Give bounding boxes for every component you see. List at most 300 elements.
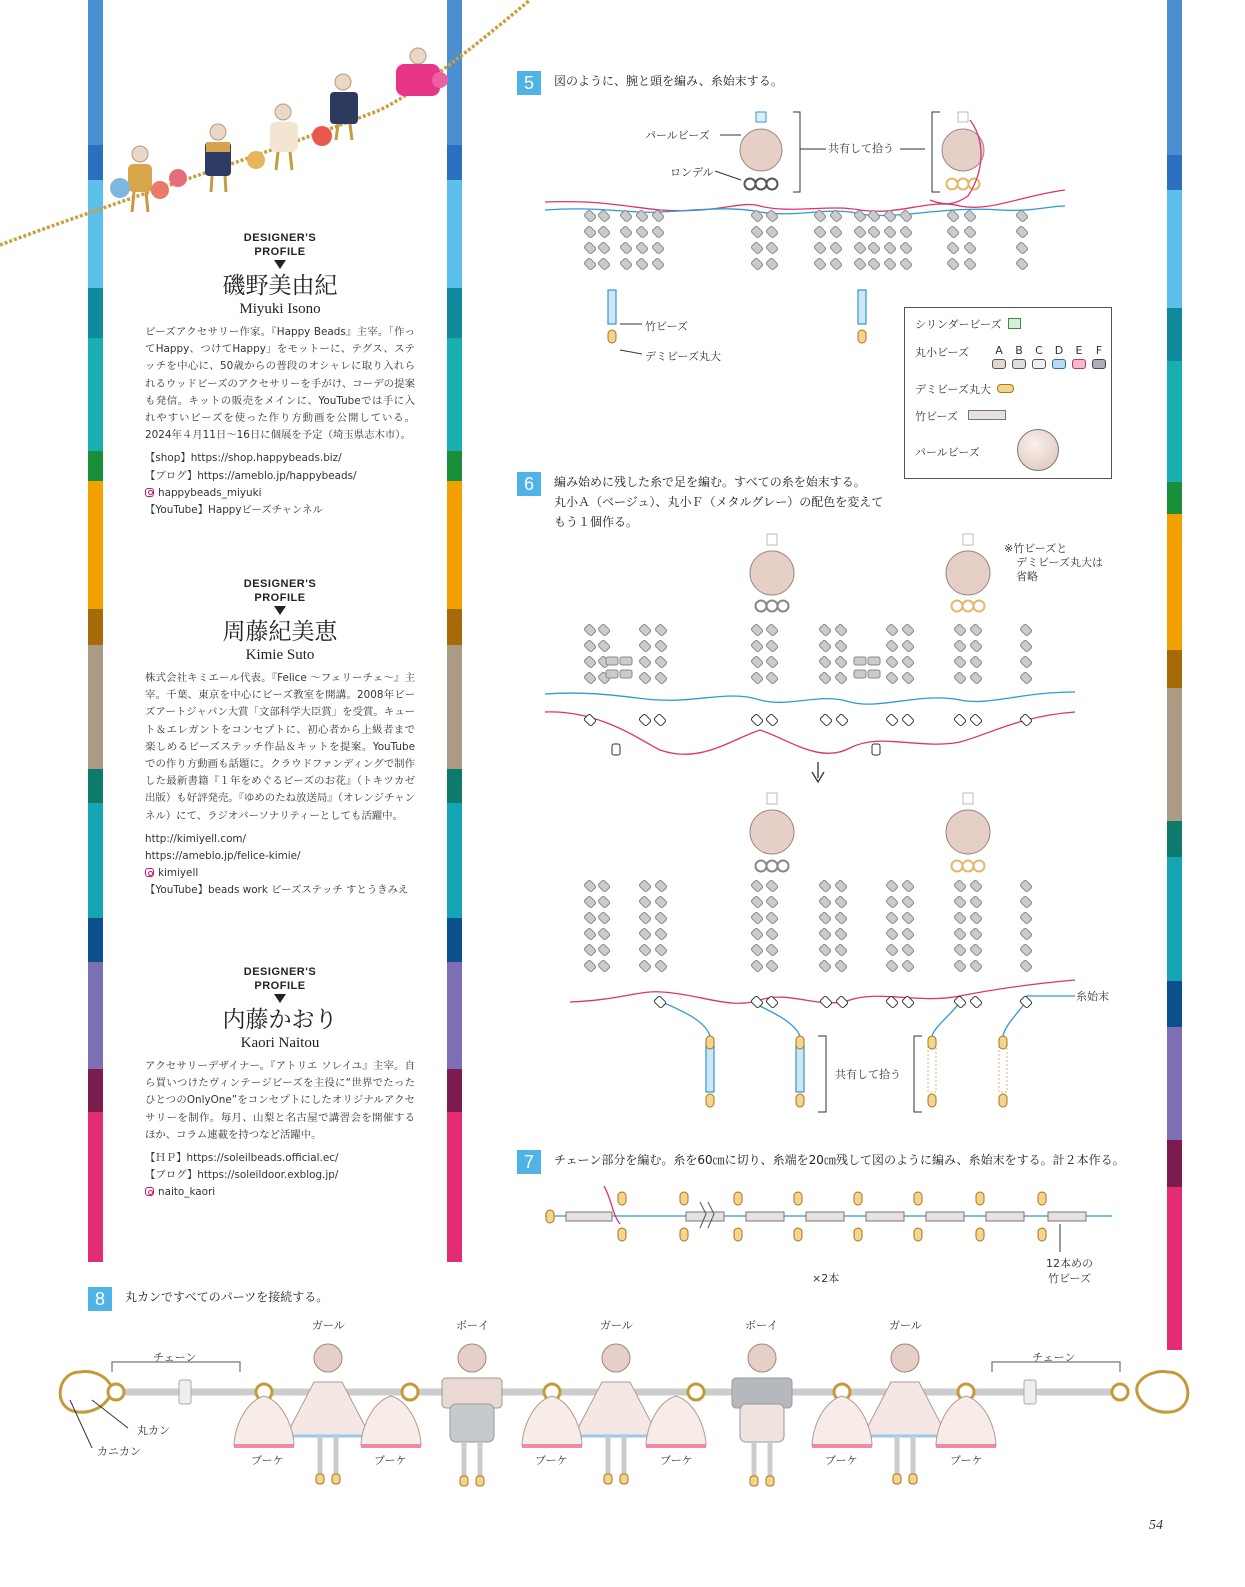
demi-bead <box>734 1228 742 1241</box>
boy-pants <box>740 1404 784 1442</box>
round-bead <box>598 624 611 637</box>
round-bead <box>819 880 832 893</box>
demi-bead <box>794 1192 802 1205</box>
demi-bead <box>999 1036 1007 1049</box>
round-bead <box>1020 880 1033 893</box>
bouquet-bell <box>936 1396 996 1446</box>
cylinder-bead <box>767 534 777 545</box>
demi-bead <box>928 1036 936 1049</box>
label-twelfth-bugle: 12本めの 竹ビーズ <box>1046 1257 1093 1285</box>
bugle-bead <box>806 1212 844 1221</box>
doll-foot <box>750 1476 758 1486</box>
round-bead <box>900 258 913 271</box>
round-bead <box>751 640 764 653</box>
round-bead <box>886 624 899 637</box>
round-bead <box>820 714 833 727</box>
round-bead <box>766 640 779 653</box>
round-bead <box>620 242 633 255</box>
bouquet-bell <box>361 1396 421 1446</box>
round-bead <box>751 672 764 685</box>
label-bouquet-5: ブーケ <box>825 1454 858 1467</box>
profile-label: DESIGNER'S PROFILE <box>243 232 317 258</box>
pearl-bead <box>946 810 990 854</box>
bugle-bead <box>608 290 616 324</box>
round-bead <box>1020 928 1033 941</box>
cylinder-bead <box>963 793 973 804</box>
round-bead <box>835 624 848 637</box>
legend-maru-sho-label: 丸小ビーズ <box>915 346 970 359</box>
round-bead <box>639 912 652 925</box>
round-bead <box>1020 912 1033 925</box>
round-bead <box>830 242 843 255</box>
round-bead <box>954 672 967 685</box>
blog-link[interactable]: 【ブログ】https://soleildoor.exblog.jp/ <box>145 1169 339 1182</box>
designer-name-en: Kimie Suto <box>245 647 315 663</box>
round-bead <box>766 928 779 941</box>
demi-bead <box>706 1094 714 1107</box>
blue-thread <box>545 692 1075 704</box>
step-text: 丸カンですべてのパーツを接続する。 <box>125 1290 329 1304</box>
doll-foot <box>893 1474 901 1484</box>
pink-thread <box>545 712 1075 754</box>
round-bead <box>751 960 764 973</box>
demi-bead <box>608 330 616 343</box>
website-link[interactable]: http://kimiyell.com/ <box>145 832 247 845</box>
round-bead <box>655 912 668 925</box>
designer-bio: アクセサリーデザイナー。『アトリエ ソレイユ』主宰。自ら買いつけたヴィンテージビーズを主役に“世界でたったひとつのOnlyOne”をコンセプトにしたオリジナルアクセサリーを制作。毎月、山梨と名古屋で講習会を開催するほか、コラム連載を持つなど活躍中。 <box>145 1060 415 1141</box>
round-bead <box>835 896 848 909</box>
pearl-bead <box>740 129 782 171</box>
round-bead <box>636 242 649 255</box>
doll-foot <box>604 1474 612 1484</box>
round-bead <box>639 624 652 637</box>
round-bead <box>598 226 611 239</box>
round-bead <box>598 258 611 271</box>
bugle-bead <box>566 1212 612 1221</box>
label-boy-2: ボーイ <box>745 1319 778 1332</box>
designer-name-jp: 周藤紀美恵 <box>222 619 338 645</box>
round-bead <box>655 640 668 653</box>
instagram-link[interactable]: kimiyell <box>145 865 415 882</box>
demi-bead <box>854 1228 862 1241</box>
round-bead <box>766 880 779 893</box>
round-bead <box>655 960 668 973</box>
legend-maru-sho-swatches: A B C D E F <box>989 344 1109 369</box>
round-bead <box>766 656 779 669</box>
round-bead <box>766 960 779 973</box>
round-bead <box>598 944 611 957</box>
round-bead <box>766 258 779 271</box>
label-rondelle: ロンデル <box>670 166 714 179</box>
label-girl-3: ガール <box>889 1319 922 1332</box>
doll-head <box>891 1344 919 1372</box>
round-bead <box>819 896 832 909</box>
round-bead <box>1020 960 1033 973</box>
round-bead <box>964 226 977 239</box>
bouquet-bell <box>812 1396 872 1446</box>
round-bead <box>835 672 848 685</box>
bouquet-bell <box>522 1396 582 1446</box>
round-bead <box>1016 258 1029 271</box>
round-bead <box>639 896 652 909</box>
rondelle-bead <box>963 861 974 872</box>
bracket <box>992 1362 1120 1372</box>
round-bead <box>819 656 832 669</box>
round-bead <box>819 912 832 925</box>
doll-head <box>602 1344 630 1372</box>
bracket <box>932 112 940 192</box>
round-bead <box>954 896 967 909</box>
round-bead <box>835 640 848 653</box>
rondelle-bead <box>756 601 767 612</box>
round-bead <box>636 258 649 271</box>
bugle-bead <box>866 1212 904 1221</box>
rondelle-bead <box>767 861 778 872</box>
website-link[interactable]: 【ＨＰ】https://soleilbeads.official.ec/ <box>145 1152 339 1165</box>
rondelle-bead <box>952 861 963 872</box>
round-bead <box>1020 996 1033 1009</box>
demi-bead <box>680 1228 688 1241</box>
step-text: 図のように、腕と頭を編み、糸始末する。 <box>554 74 783 88</box>
round-bead <box>947 210 960 223</box>
round-bead <box>655 624 668 637</box>
round-bead <box>902 624 915 637</box>
round-bead <box>970 714 983 727</box>
round-bead <box>902 640 915 653</box>
label-bouquet-2: ブーケ <box>374 1454 407 1467</box>
round-bead <box>598 640 611 653</box>
round-bead <box>970 880 983 893</box>
doll-foot <box>476 1476 484 1486</box>
step-number: 5 <box>517 71 541 95</box>
round-bead <box>636 226 649 239</box>
round-bead <box>654 714 667 727</box>
round-bead <box>606 657 618 665</box>
round-bead <box>947 242 960 255</box>
rondelle-bead <box>767 601 778 612</box>
round-bead <box>970 640 983 653</box>
round-bead <box>584 672 597 685</box>
round-bead <box>751 912 764 925</box>
rondelle-bead <box>952 601 963 612</box>
designer-name-en: Kaori Naitou <box>240 1035 320 1051</box>
rondelle-bead <box>767 179 778 190</box>
boy-pants <box>450 1404 494 1442</box>
label-times-two: ×2本 <box>812 1272 840 1285</box>
step-text: チェーン部分を編む。糸を60㎝に切り、糸端を20㎝残して図のように編み、糸始末をする。計２本作る。 <box>554 1153 1125 1167</box>
round-bead <box>639 640 652 653</box>
label-boy-1: ボーイ <box>456 1319 489 1332</box>
round-bead <box>819 944 832 957</box>
label-bouquet-1: ブーケ <box>251 1454 284 1467</box>
round-bead <box>584 944 597 957</box>
doll-foot <box>460 1476 468 1486</box>
bugle-bead <box>796 1044 804 1092</box>
round-bead <box>584 210 597 223</box>
round-bead <box>655 672 668 685</box>
round-bead <box>639 880 652 893</box>
round-bead <box>900 242 913 255</box>
label-bouquet-6: ブーケ <box>950 1454 983 1467</box>
instagram-link[interactable]: naito_kaori <box>145 1184 415 1201</box>
round-bead <box>652 242 665 255</box>
blog-link[interactable]: 【ブログ】https://ameblo.jp/happybeads/ <box>145 469 357 482</box>
round-bead <box>814 242 827 255</box>
round-bead <box>1020 656 1033 669</box>
doll-foot <box>332 1474 340 1484</box>
round-bead <box>970 656 983 669</box>
step-number: 8 <box>88 1287 112 1311</box>
demi-bead <box>618 1192 626 1205</box>
doll-head <box>314 1344 342 1372</box>
profile-label: DESIGNER'S PROFILE <box>243 578 317 604</box>
round-bead <box>751 210 764 223</box>
rondelle-bead <box>745 179 756 190</box>
bouquet-bell <box>234 1396 294 1446</box>
round-bead <box>819 960 832 973</box>
round-bead <box>655 656 668 669</box>
round-bead <box>954 880 967 893</box>
round-bead <box>902 672 915 685</box>
round-bead <box>886 672 899 685</box>
demi-bead <box>854 1192 862 1205</box>
round-bead <box>655 944 668 957</box>
pink-thread <box>545 190 1065 211</box>
round-bead <box>620 258 633 271</box>
label-lobster-clasp: カニカン <box>97 1445 141 1458</box>
round-bead <box>886 640 899 653</box>
round-bead <box>652 258 665 271</box>
step-number: 6 <box>517 472 541 496</box>
round-bead <box>639 928 652 941</box>
round-bead <box>598 880 611 893</box>
round-bead <box>751 880 764 893</box>
jump-ring <box>688 1384 704 1400</box>
designer-bio: ビーズアクセサリー作家。『Happy Beads』主宰。「作ってHappy、つけてHappy」をモットーに、テグス、ステッチを中心に、50歳からの普段のオシャレに取り入れられるウッドビーズのアクセサリーを手がけ、コーデの提案も発信。キットの販売をメインに、YouTubeでは手に入れやすいビーズを使った作り方動画を公開している。2024年４月11日〜16日に個展を予定（埼玉県志木市）。 <box>145 326 415 442</box>
label-jump-ring: 丸カン <box>137 1424 170 1437</box>
label-girl-2: ガール <box>600 1319 633 1332</box>
round-bead <box>954 640 967 653</box>
round-bead <box>902 912 915 925</box>
leader-line <box>620 350 642 354</box>
round-bead <box>854 670 866 678</box>
round-bead <box>766 226 779 239</box>
round-bead <box>954 714 967 727</box>
round-bead <box>751 226 764 239</box>
demi-bead <box>794 1228 802 1241</box>
round-bead <box>886 896 899 909</box>
round-bead <box>620 670 632 678</box>
doll-foot <box>909 1474 917 1484</box>
bugle-bead <box>999 1044 1007 1092</box>
label-demi-round: デミビーズ丸大 <box>645 350 722 363</box>
round-bead <box>970 672 983 685</box>
round-bead <box>654 996 667 1009</box>
blog-link[interactable]: https://ameblo.jp/felice-kimie/ <box>145 850 301 863</box>
round-bead <box>751 258 764 271</box>
rondelle-bead <box>974 601 985 612</box>
round-bead <box>947 258 960 271</box>
demi-bead <box>976 1192 984 1205</box>
round-bead <box>1020 944 1033 957</box>
bugle-bead <box>746 1212 784 1221</box>
round-bead <box>751 714 764 727</box>
round-bead <box>751 928 764 941</box>
round-bead <box>900 210 913 223</box>
doll-head <box>458 1344 486 1372</box>
demi-bead <box>976 1228 984 1241</box>
round-bead <box>884 226 897 239</box>
round-bead <box>766 896 779 909</box>
label-girl-1: ガール <box>312 1319 345 1332</box>
demi-bead <box>914 1228 922 1241</box>
pearl-bead <box>750 810 794 854</box>
label-bouquet-3: ブーケ <box>535 1454 568 1467</box>
arrow-down-icon <box>812 762 824 782</box>
bugle-bead <box>858 290 866 324</box>
pearl-bead <box>946 551 990 595</box>
legend-demi: デミビーズ丸大 <box>915 381 1014 397</box>
jump-ring <box>402 1384 418 1400</box>
label-shared-pick: 共有して拾う <box>828 142 894 155</box>
round-bead <box>970 912 983 925</box>
round-bead <box>598 210 611 223</box>
round-bead <box>766 242 779 255</box>
round-bead <box>902 944 915 957</box>
round-bead <box>970 928 983 941</box>
designer-bio: 株式会社キミエール代表。『Felice 〜フェリーチェ〜』主宰。千葉、東京を中心にビーズ教室を開講。2008年ビーズアートジャパン大賞「文部科学大臣賞」を受賞。キュート＆エレガントをコンセプトに、初心者から上級者まで楽しめるビーズステッチ作品＆キットを提案。YouTube での作り方動画も話題に。クラウドファンディングで制作した最新書籍『１年をめぐるビーズのお花』（トキツカゼ出版）も好評発売。『ゆめのたね放送局』（オレンジチャンネル）にて、ラジオパーソナリティーとしても活躍中。 <box>145 672 415 822</box>
cross-bead <box>179 1380 191 1404</box>
round-bead <box>970 944 983 957</box>
rondelle-bead <box>756 179 767 190</box>
bugle-bead <box>986 1212 1024 1221</box>
round-bead <box>868 657 880 665</box>
round-bead <box>814 226 827 239</box>
bracket <box>112 1362 240 1372</box>
round-bead <box>886 928 899 941</box>
round-bead <box>584 640 597 653</box>
bugle-bead <box>706 1044 714 1092</box>
rondelle-bead <box>778 861 789 872</box>
round-bead <box>835 960 848 973</box>
demi-bead <box>796 1094 804 1107</box>
legend-bugle: 竹ビーズ <box>915 408 1006 424</box>
round-bead <box>830 258 843 271</box>
round-bead <box>835 880 848 893</box>
bracket <box>914 1036 922 1112</box>
round-bead <box>886 944 899 957</box>
label-thread-end: 糸始末 <box>1076 990 1109 1003</box>
round-bead <box>902 714 915 727</box>
round-bead <box>1020 640 1033 653</box>
round-bead <box>886 714 899 727</box>
round-bead <box>766 672 779 685</box>
profile-label: DESIGNER'S PROFILE <box>243 966 317 992</box>
demi-bead <box>1038 1192 1046 1205</box>
demi-bead <box>680 1192 688 1205</box>
round-bead <box>598 960 611 973</box>
round-bead <box>751 896 764 909</box>
cross-bead <box>1024 1380 1036 1404</box>
round-bead <box>868 670 880 678</box>
round-bead <box>584 960 597 973</box>
doll-foot <box>766 1476 774 1486</box>
label-chain-left: チェーン <box>153 1351 197 1364</box>
round-bead <box>598 242 611 255</box>
leader-line <box>92 1400 128 1428</box>
round-bead <box>655 880 668 893</box>
note-omitted: ※竹ビーズと デミビーズ丸大は 省略 <box>1004 542 1104 583</box>
round-bead <box>1020 714 1033 727</box>
round-bead <box>584 928 597 941</box>
shop-link[interactable]: 【shop】https://shop.happybeads.biz/ <box>145 452 342 465</box>
rondelle-bead <box>947 179 958 190</box>
bugle-bead <box>1048 1212 1086 1221</box>
demi-bead <box>858 330 866 343</box>
doll-head <box>748 1344 776 1372</box>
round-bead <box>970 996 983 1009</box>
round-bead <box>620 657 632 665</box>
round-bead <box>954 656 967 669</box>
round-bead <box>884 258 897 271</box>
round-bead <box>639 656 652 669</box>
round-bead <box>854 657 866 665</box>
round-bead <box>886 656 899 669</box>
round-bead <box>1016 226 1029 239</box>
demi-bead <box>928 1094 936 1107</box>
instagram-link[interactable]: happybeads_miyuki <box>145 485 415 502</box>
round-bead <box>964 258 977 271</box>
round-bead <box>872 744 880 755</box>
round-bead <box>751 242 764 255</box>
round-bead <box>836 714 849 727</box>
round-bead <box>854 242 867 255</box>
round-bead <box>964 242 977 255</box>
label-chain-right: チェーン <box>1032 1351 1076 1364</box>
round-bead <box>970 960 983 973</box>
round-bead <box>584 880 597 893</box>
round-bead <box>954 996 967 1009</box>
round-bead <box>884 242 897 255</box>
round-bead <box>751 624 764 637</box>
round-bead <box>902 880 915 893</box>
leader-line <box>715 171 741 180</box>
round-bead <box>886 912 899 925</box>
round-bead <box>766 210 779 223</box>
round-bead <box>766 912 779 925</box>
designer-name-jp: 内藤かおり <box>222 1007 338 1033</box>
round-bead <box>902 960 915 973</box>
round-bead <box>1020 672 1033 685</box>
demi-bead <box>734 1192 742 1205</box>
rondelle-bead <box>756 861 767 872</box>
round-bead <box>835 656 848 669</box>
round-bead <box>970 624 983 637</box>
round-bead <box>1020 624 1033 637</box>
youtube-link[interactable]: 【YouTube】Happyビーズチャンネル <box>145 504 323 517</box>
round-bead <box>639 672 652 685</box>
pearl-bead <box>750 551 794 595</box>
round-bead <box>1016 242 1029 255</box>
round-bead <box>584 226 597 239</box>
bugle-bead <box>926 1212 964 1221</box>
doll-foot <box>620 1474 628 1484</box>
bugle-bead <box>928 1044 936 1092</box>
round-bead <box>902 656 915 669</box>
designer-name-jp: 磯野美由紀 <box>222 273 338 299</box>
round-bead <box>598 928 611 941</box>
youtube-link[interactable]: 【YouTube】beads work ビーズステッチ すとうきみえ <box>145 884 409 897</box>
